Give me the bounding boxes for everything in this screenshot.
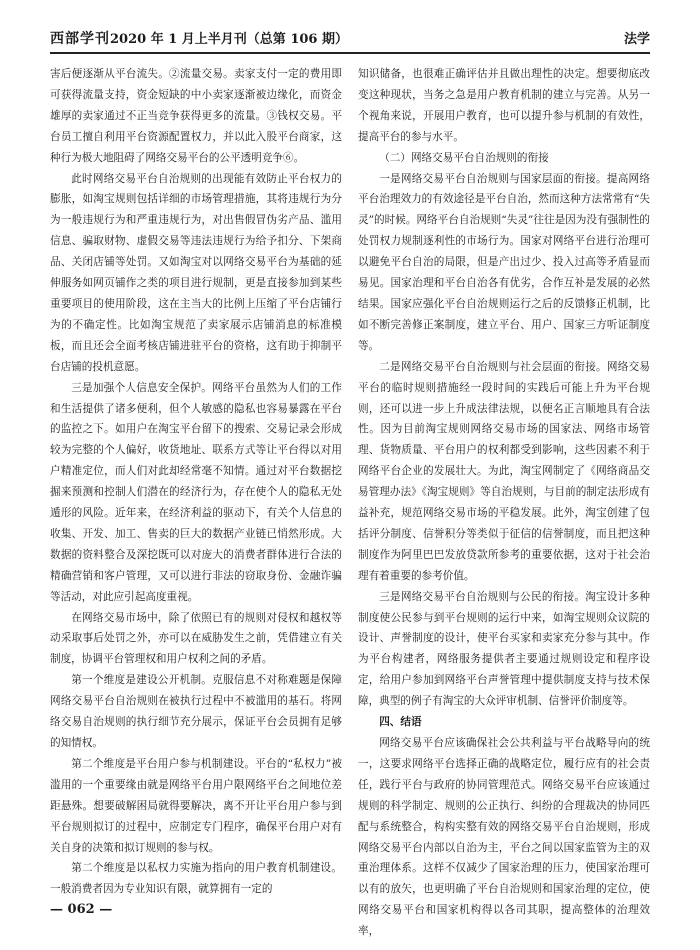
issue-info: 2020 年 1 月上半月刊（总第 106 期） <box>110 32 348 47</box>
paragraph: 知识储备，也很难正确评估并且做出理性的决定。想要彻底改变这种现状，当务之急是用户教育机制的建立与完善。从另一个视角来说，开展用户教育，也可以提升参与机制的有效性，提高平台的参与水平。 <box>358 68 650 143</box>
paragraph: 第二个维度是平台用户参与机制建设。平台的“私权力”被滥用的一个重要缘由就是网络平台用户限网络平台之间地位差距悬殊。想要破解困局就得要解决，离不开让平台用户参与到平台规则拟订的过程中，应制定专门程序，确保平台用户对有关自身的决策和拟订规则的参与权。 <box>50 757 342 854</box>
paragraph: 三是网络交易平台自治规则与公民的衔接。淘宝设计多种制度使公民参与到平台规则的运行中来，如淘宝规则众议院的设计、声誉制度的设计，使平台买家和卖家充分参与其中。作为平台构建者，网络服务提供者主要通过规则设定和程序设定，给用户参加到网络平台声誉管理中提供制度支持与技术保障，典型的例子有淘宝的大众评审机制、信誉评价制度等。 <box>358 590 650 708</box>
journal-masthead <box>50 28 348 48</box>
paragraph: 害后便逐渐从平台流失。②流量交易。卖家支付一定的费用即可获得流量支持，资金短缺的中小卖家逐渐被边缘化，而资金雄厚的卖家通过不正当竞争获得更多的流量。③钱权交易。平台员工擅自利用平台资源配置权力，并以此入股平台商家，这种行为极大地阻碍了网络交易平台的公平透明竞争⑥。 <box>50 68 342 164</box>
header-rule <box>50 52 650 54</box>
paragraph: 二是网络交易平台自治规则与社会层面的衔接。网络交易平台的临时规则措施经一段时间的实践后可能上升为平台规则，还可以进一步上升成法律法规，以便名正言顺地具有合法性。因为目前淘宝规则网络交易市场的国家法、网络市场管理、货物质量、平台用户的权利都受到影响，这些因素不利于网络平台企业的发展壮大。为此，淘宝网制定了《网络商品交易管理办法》《淘宝规则》等自治规则，与目前的制定法形成有益补充，规范网络交易市场的平稳发展。此外，淘宝创建了包括评分制度、信誉积分等类似于征信的信誉制度，而且把这种制度作为阿里巴巴发放贷款所参考的重要依据，这对于社会治理有着重要的参考价值。 <box>358 360 650 582</box>
section-heading: （二）网络交易平台自治规则的衔接 <box>379 151 549 164</box>
paragraph: 网络交易平台应该确保社会公共利益与平台战略导向的统一，这要求网络平台选择正确的战略定位，履行应有的社会责任，践行平台与政府的协同管理范式。网络交易平台应该通过规则的科学制定、规则的公正执行、纠纷的合理裁决的协同匹配与系统整合，构构实整有效的网络交易平台自治规则，形成网络交易平台内部以自治为主，平台之间以国家监管为主的双重治理体系。这样不仅减少了国家治理的压力，使国家治理可以有的放矢，也更明确了平台自治规则和国家治理的定位，使网络交易平台和国家机构得以各司其职，提高整体的治理效率， <box>358 737 650 938</box>
section-heading: 四、结语 <box>379 716 422 729</box>
right-column <box>358 64 650 938</box>
paragraph: 一是网络交易平台自治规则与国家层面的衔接。提高网络平台治理效力的有效途径是平台自治，然而这种方法常常有“失灵”的时候。网络平台自治规则“失灵”往往是因为没有强制性的处罚权力规制逐利性的市场行为。国家对网络平台进行治理可以避免平台自治的局限，但是产出过少、投入过高等矛盾显而易见。国家治理和平台自治各有优劣，合作互补是发展的必然结果。国家应强化平台自治规则运行之后的反馈修正机制，比如不断完善修正案制度，建立平台、用户、国家三方听证制度等。 <box>358 172 650 352</box>
paragraph: 此时网络交易平台自治规则的出现能有效防止平台权力的膨胀，如淘宝规则包括详细的市场管理措施，其将违规行为分为一般违规行为和严重违规行为，对出售假冒伪劣产品、滥用信息、骗取财物、虚假交易等违法违规行为给予扣分、下架商品、关闭店铺等处罚。又如淘宝对以网络交易平台为基础的延伸服务如网页铺作之类的项目进行规制，更是直接参加到某些重要项目的使用阶段，这在主当大的比例上压缩了平台店铺行为的不确定性。比如淘宝规范了卖家展示店铺消息的标准模板，而且还会全面考核店铺进驻平台的资格，这有助于抑制平台店铺的投机意愿。 <box>50 172 342 373</box>
page-number: — 062 — <box>50 902 113 917</box>
paragraph: 在网络交易市场中，除了依照已有的规则对侵权和越权等动采取事后处罚之外，亦可以在威胁发生之前，凭借建立有关制度，协调平台管理权和用户权利之间的矛盾。 <box>50 611 342 666</box>
paragraph: 三是加强个人信息安全保护。网络平台虽然为人们的工作和生活提供了诸多便利，但个人敏感的隐私也容易暴露在平台的监控之下。如用户在淘宝平台留下的搜索、交易记录会形成较为完整的个人偏好，收货地址、联系方式等让平台得以对用户精准定位，而人们对此却经常毫不知情。通过对平台数据挖掘来预测和控制人们潜在的经济行为，存在使个人的隐私无处遁形的风险。近年来，在经济利益的驱动下，有关个人信息的收集、开发、加工、售卖的巨大的数据产业链已悄然形成。大数据的资料整合及深挖既可以对庞大的消费者群体进行合法的精确营销和客户管理，又可以进行非法的窃取身份、金融诈骗等活动，对此应引起高度重视。 <box>50 381 342 603</box>
page-header <box>50 22 650 52</box>
journal-name: 西部学刊 <box>50 31 110 47</box>
paragraph: 第二个维度是以私权力实施为指向的用户教育机制建设。一般消费者因为专业知识有限，就算拥有一定的 <box>50 862 342 896</box>
section-title: 法学 <box>623 32 650 47</box>
left-column <box>50 64 342 894</box>
paragraph: 第一个维度是建设公开机制。克服信息不对称难题是保障网络交易平台自治规则在被执行过程中不被滥用的基石。将网络交易自治规则的执行细节充分展示，保证平台会员拥有足够的知情权。 <box>50 674 342 749</box>
